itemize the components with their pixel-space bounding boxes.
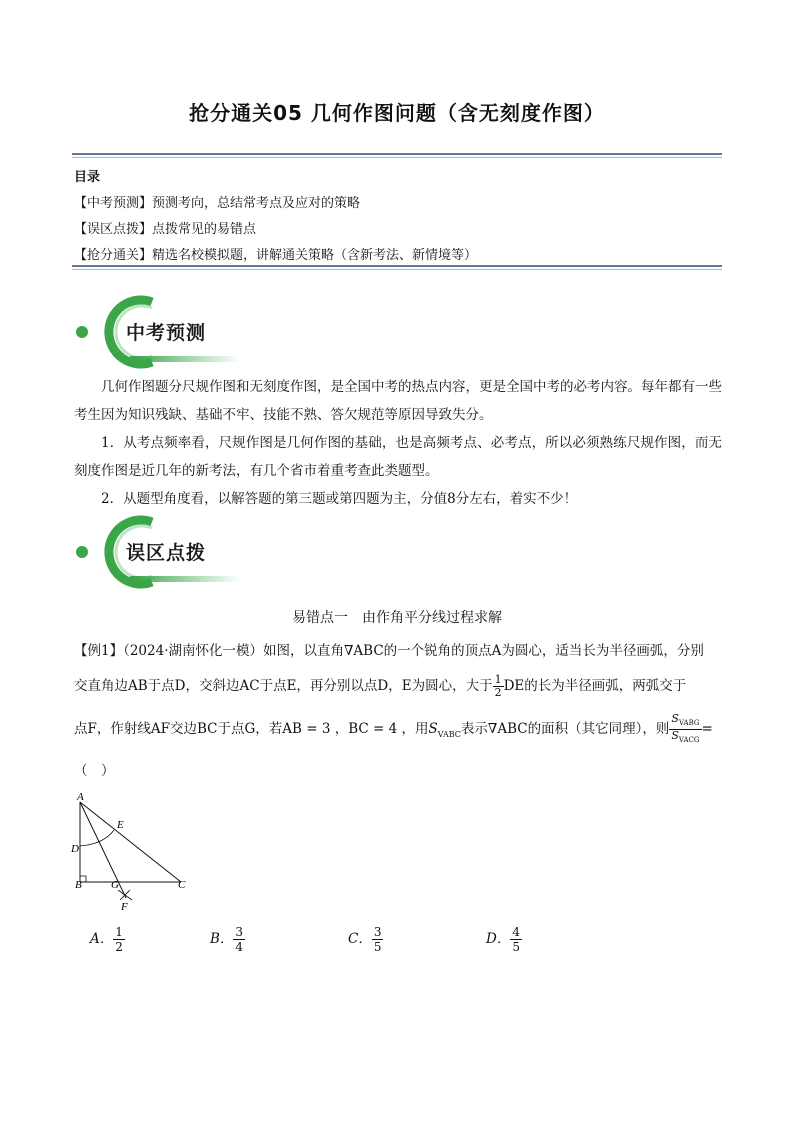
top-rule [72, 153, 722, 158]
example-text: 表示∇ABC的面积（其它同理），则 [460, 721, 670, 738]
section-badge-forecast [70, 294, 260, 372]
badge-label: 中考预测 [126, 322, 207, 344]
option-b[interactable]: B． $\frac{3}{4}$ [210, 925, 244, 954]
area-ratio: $\frac{S_{VABG}}{S_{VACG}}$ [671, 712, 700, 745]
page-title: 抢分通关05 几何作图问题（含无刻度作图） [189, 101, 605, 125]
example-text: = [701, 721, 713, 738]
toc-item[interactable]: 【抢分通关】精选名校模拟题，讲解通关策略（含新考法、新情境等） [74, 248, 478, 263]
example-source: （2024·湖南怀化一模） [123, 643, 263, 659]
toc-heading: 目录 [74, 170, 101, 185]
example-text: 点F，作射线AF交边BC于点G，若AB = 3 ，BC = 4 ，用 [74, 721, 429, 738]
section-badge-mistakes [70, 514, 260, 592]
example-text: DE的长为半径画弧，两弧交于 [503, 678, 687, 694]
example-text: 交直角边AB于点D，交斜边AC于点E，再分别以点D，E为圆心，大于 [74, 678, 493, 694]
forecast-point-1: 1．从考点频率看，尺规作图是几何作图的基础，也是高频考点、必考点，所以必须熟练尺规作图，而无刻度作图是近几年的新考法，有几个省市着重考查此类题型。 [74, 435, 722, 479]
area-symbol: S [428, 721, 438, 738]
option-a[interactable]: A． $\frac{1}{2}$ [90, 925, 123, 954]
point-label-F: F [121, 901, 128, 913]
toc-item[interactable]: 【误区点拨】点拨常见的易错点 [74, 222, 257, 237]
example-line-2 [74, 674, 724, 699]
example-text: 如图，以直角∇ABC的一个锐角的顶点A为圆心，适当长为半径画弧，分别 [263, 643, 704, 659]
point-label-B: B [75, 879, 82, 891]
answer-paren: （ ） [74, 763, 115, 779]
option-c[interactable]: C． $\frac{3}{5}$ [348, 925, 382, 954]
bottom-rule [72, 265, 722, 270]
toc-item[interactable]: 【中考预测】预测考向，总结常考点及应对的策略 [74, 196, 361, 211]
point-label-E: E [117, 819, 124, 831]
point-label-D: D [71, 843, 79, 855]
badge-label: 误区点拨 [126, 542, 207, 564]
mistake-subtitle: 易错点一 由作角平分线过程求解 [292, 610, 502, 626]
example-line-1 [74, 641, 724, 661]
forecast-point-2: 2．从题型角度看，以解答题的第三题或第四题为主，分值8分左右，着实不少！ [101, 491, 578, 507]
point-label-G: G [111, 879, 119, 891]
triangle-figure [68, 790, 198, 919]
point-label-C: C [178, 879, 186, 891]
fraction-half: $\frac{1}{2}$ [494, 673, 502, 699]
example-tag: 【例1】 [74, 643, 124, 659]
option-d[interactable]: D． $\frac{4}{5}$ [486, 925, 520, 954]
point-label-A: A [77, 791, 84, 803]
example-line-3 [74, 713, 724, 746]
table-of-contents [74, 165, 477, 269]
area-subscript: VABC [437, 729, 461, 739]
forecast-paragraph: 几何作图题分尺规作图和无刻度作图，是全国中考的热点内容，更是全国中考的必考内容。每年都有一些考生因为知识残缺、基础不牢、技能不熟、答欠规范等原因导致失分。 [74, 379, 722, 423]
